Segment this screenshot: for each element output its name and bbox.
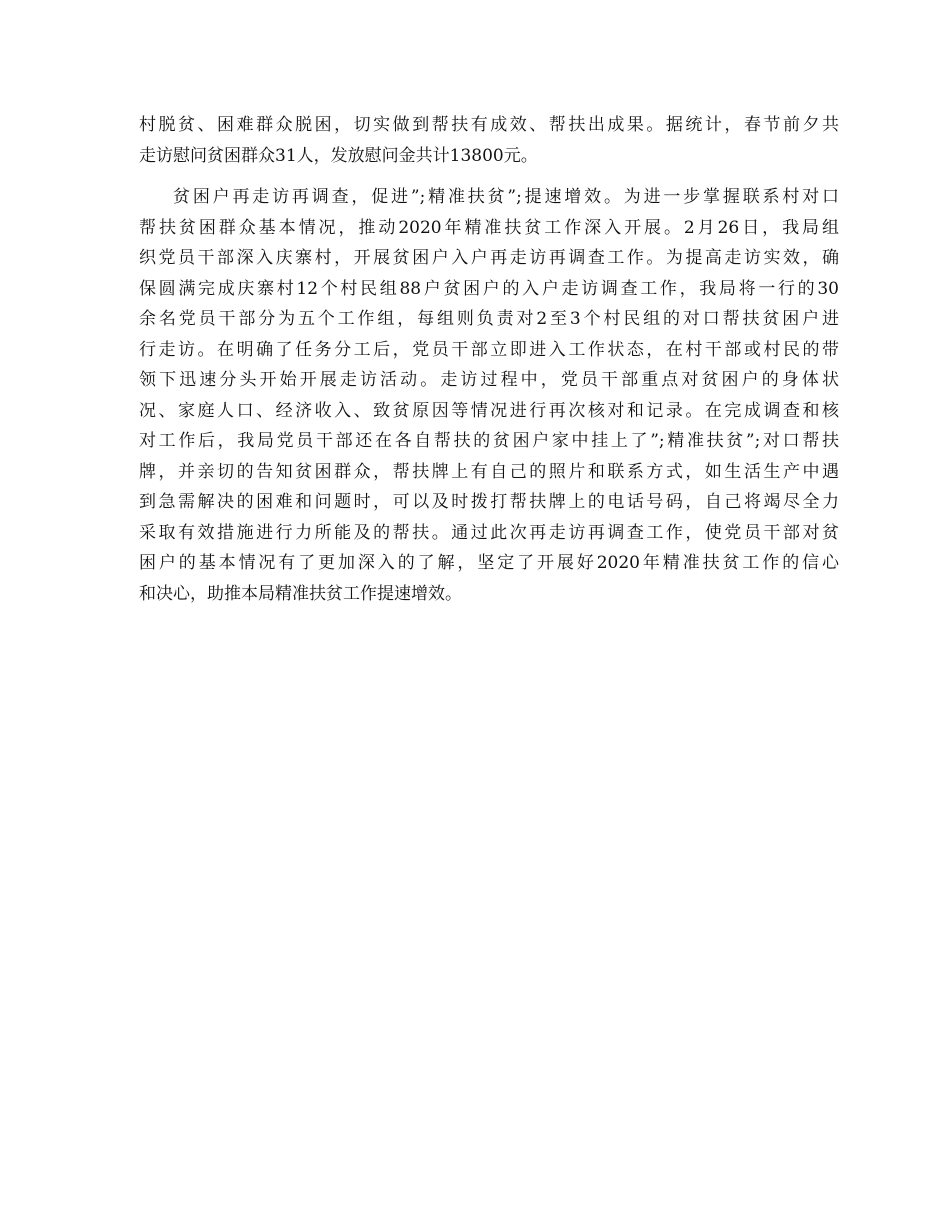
text-line: 对工作后，我局党员干部还在各自帮扶的贫困户家中挂上了”;精准扶贫”;对口帮扶 — [139, 431, 839, 451]
text-line: 况、家庭人口、经济收入、致贫原因等情况进行再次核对和记录。在完成调查和核 — [139, 400, 839, 421]
text-line: 保圆满完成庆寨村12个村民组88户贫困户的入户走访调查工作，我局将一行的30 — [139, 278, 839, 299]
text-line: 领下迅速分头开始开展走访活动。走访过程中，党员干部重点对贫困户的身体状 — [139, 370, 839, 390]
text-line: 织党员干部深入庆寨村，开展贫困户入户再走访再调查工作。为提高走访实效，确 — [139, 248, 839, 268]
text-line: 采取有效措施进行力所能及的帮扶。通过此次再走访再调查工作，使党员干部对贫 — [139, 522, 839, 543]
document-body — [139, 110, 839, 609]
text-line: 余名党员干部分为五个工作组，每组则负责对2至3个村民组的对口帮扶贫困户进 — [139, 309, 839, 329]
text-line: 走访慰问贫困群众31人，发放慰问金共计13800元。 — [139, 145, 538, 166]
text-line: 村脱贫、困难群众脱困，切实做到帮扶有成效、帮扶出成果。据统计，春节前夕共 — [139, 115, 839, 135]
text-line: 到急需解决的困难和问题时，可以及时拨打帮扶牌上的电话号码，自己将竭尽全力 — [139, 492, 839, 512]
text-line: 和决心，助推本局精准扶贫工作提速增效。 — [139, 583, 462, 604]
text-line: 困户的基本情况有了更加深入的了解，坚定了开展好2020年精准扶贫工作的信心 — [139, 553, 839, 573]
paragraph-2 — [139, 182, 839, 609]
paragraph-1 — [139, 110, 839, 171]
text-line: 贫困户再走访再调查，促进”;精准扶贫”;提速增效。为进一步掌握联系村对口 — [173, 187, 839, 207]
text-line: 帮扶贫困群众基本情况，推动2020年精准扶贫工作深入开展。2月26日，我局组 — [139, 217, 839, 238]
text-line: 牌，并亲切的告知贫困群众，帮扶牌上有自己的照片和联系方式，如生活生产中遇 — [139, 461, 839, 482]
text-line: 行走访。在明确了任务分工后，党员干部立即进入工作状态，在村干部或村民的带 — [139, 339, 839, 360]
